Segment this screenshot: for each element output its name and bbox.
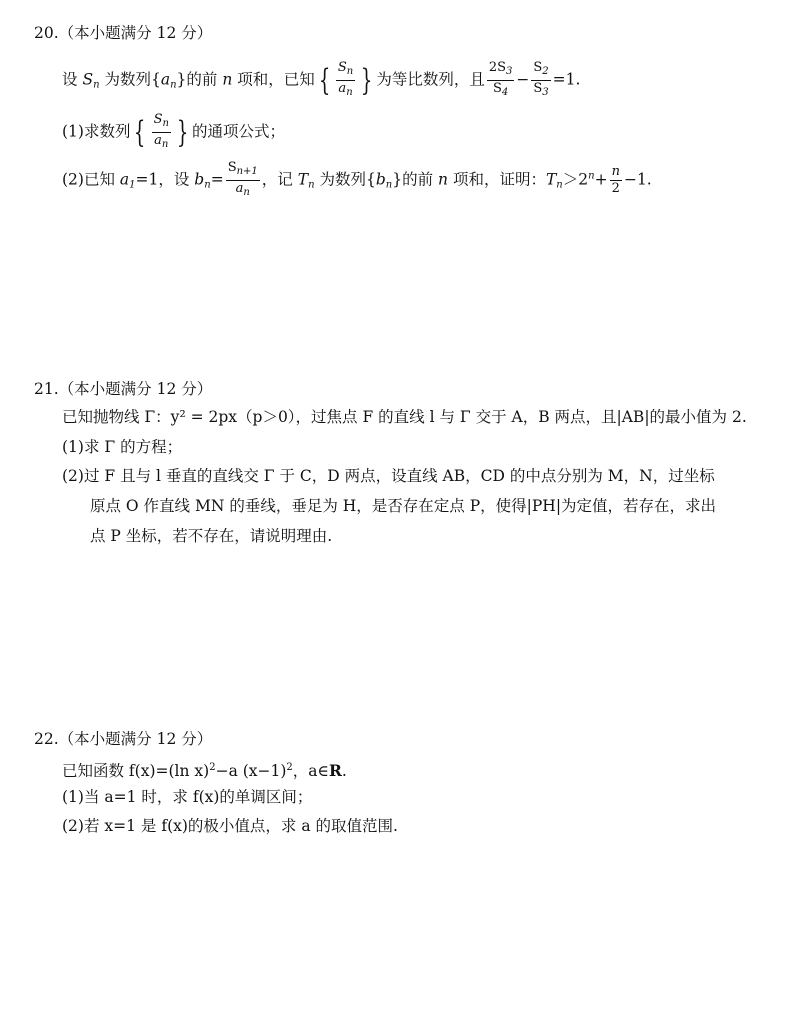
- question-20-part-2: (2)已知 $a_1=1$，设 $b_n=$ $\frac{S_{n+1}}{a_n}$ ，记 $T_n$ 为数列$\{b_n\}$的前 n 项和，证明：$T_n>2^n+$ $\frac{n}{2}$ −1.: [62, 160, 652, 198]
- question-20-stem: 设 $S_n$ 为数列$\{a_n\}$的前 n 项和，已知 { $\frac{S_n}{a_n}$ } 为等比数列，且 $\frac{2S_3}{S_4}$ − $\frac{S_2}{S_3}$ =1.: [62, 60, 581, 98]
- question-22-part-2: (2)若 x=1 是 f(x)的极小值点，求 a 的取值范围.: [62, 817, 398, 835]
- question-21-part-2-line-1: (2)过 F 且与 l 垂直的直线交 Γ 于 C，D 两点，设直线 AB，CD 的中点分别为 M，N，过坐标: [62, 467, 715, 485]
- question-22-header: 22.（本小题满分 12 分）: [34, 730, 213, 748]
- question-21-part-2-line-2: 原点 O 作直线 MN 的垂线，垂足为 H，是否存在定点 P，使得|PH|为定值，若存在，求出: [90, 497, 717, 515]
- question-21-part-2-line-3: 点 P 坐标，若不存在，请说明理由.: [90, 527, 333, 545]
- question-21-header: 21.（本小题满分 12 分）: [34, 380, 213, 398]
- question-21-part-1: (1)求 Γ 的方程；: [62, 438, 183, 456]
- question-20-part-1: (1)求数列 { $\frac{S_n}{a_n}$ } 的通项公式；: [62, 112, 286, 150]
- question-22-stem: 已知函数 f(x)=(ln x)$^2$−a $(x-1)^2$，a∈R.: [62, 761, 347, 780]
- question-20-header: 20.（本小题满分 12 分）: [34, 24, 213, 42]
- question-21-stem: 已知抛物线 Γ：y² = 2px（p＞0），过焦点 F 的直线 l 与 Γ 交于 A，B 两点，且|AB|的最小值为 2.: [62, 408, 747, 426]
- question-22-part-1: (1)当 a=1 时，求 f(x)的单调区间；: [62, 788, 313, 806]
